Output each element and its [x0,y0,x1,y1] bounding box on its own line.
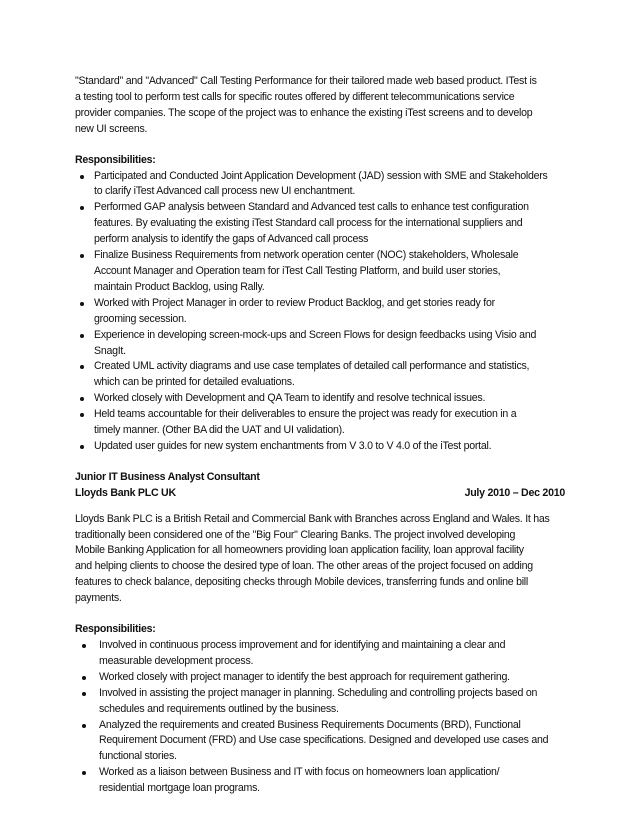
list-item [75,296,570,328]
company-description: Lloyds Bank PLC is a British Retail and Commercial Bank with Branches across England and Wales. It has traditionally been considered one of the "Big Four" Clearing Banks. The project involved developing Mobile Banking Application for all homeowners providing loan application facility, loan approval facility and helping clients to choose the desired type of loan. The other areas of the project focused on adding features to check balance, depositing checks through Mobile devices, transferring funds and online bill payments. [75,512,550,605]
project-description: "Standard" and "Advanced" Call Testing Performance for their tailored made web based product. ITest is a testing tool to perform test calls for specific routes offered by different telecommunications service provider companies. The scope of the project was to enhance the existing iTest screens and to develop new UI screens. [75,75,537,135]
responsibilities-list [75,638,570,797]
resume-page [75,74,570,797]
list-item-text: Worked closely with Development and QA Team to identify and resolve technical issues. [94,392,486,405]
list-item-text: Experience in developing screen-mock-ups and Screen Flows for design feedbacks using Visio and SnagIt. [94,328,537,357]
job-title: Junior IT Business Analyst Consultant [75,470,260,483]
bullet-icon [80,445,84,449]
bullet-icon [82,692,86,696]
list-item [75,200,570,248]
list-item-text: Analyzed the requirements and created Business Requirements Documents (BRD), Functional Requirement Document (FRD) and Use case specifications. Designed and developed use cases and functional stories. [99,718,549,763]
responsibilities-heading: Responsibilities: [75,623,156,636]
bullet-icon [82,724,86,728]
bullet-icon [80,254,84,258]
list-item [75,391,570,407]
bullet-icon [80,413,84,417]
list-item [75,439,570,455]
list-item [75,359,570,391]
company-name: Lloyds Bank PLC UK [75,486,176,499]
bullet-icon [80,365,84,369]
list-item [75,670,570,686]
job-header [75,470,570,502]
bullet-icon [80,334,84,338]
bullet-icon [82,676,86,680]
list-item-text: Worked with Project Manager in order to review Product Backlog, and get stories ready for grooming secession. [94,296,495,325]
bullet-icon [80,175,84,179]
list-item-text: Worked closely with project manager to identify the best approach for requirement gathering. [99,670,510,683]
bullet-icon [80,302,84,306]
list-item-text: Involved in continuous process improvement and for identifying and maintaining a clear and measurable development process. [99,639,506,667]
list-item [75,248,570,296]
list-item-text: Performed GAP analysis between Standard and Advanced test calls to enhance test configuration features. By evaluating the existing iTest Standard call process for the international suppliers and perform analysis to identify the gaps of Advanced call process [94,201,529,246]
bullet-icon [82,644,86,648]
list-item [75,328,570,360]
bullet-icon [80,397,84,401]
list-item [75,407,570,439]
responsibilities-heading: Responsibilities: [75,153,156,166]
list-item [75,718,570,766]
responsibilities-list [75,169,570,455]
list-item [75,686,570,718]
bullet-icon [80,206,84,210]
list-item-text: Finalize Business Requirements from network operation center (NOC) stakeholders, Wholesale Account Manager and Operation team for iTest Call Testing Platform, and build user stories, maintain Product Backlog, using Rally. [94,249,519,293]
list-item-text: Held teams accountable for their deliverables to ensure the project was ready for execution in a timely manner. (Other BA did the UAT and UI validation). [94,408,517,437]
list-item [75,765,570,797]
list-item-text: Updated user guides for new system enchantments from V 3.0 to V 4.0 of the iTest portal. [94,439,492,452]
list-item-text: Worked as a liaison between Business and IT with focus on homeowners loan application/ residential mortgage loan programs. [99,766,500,795]
bullet-icon [82,771,86,775]
list-item [75,638,570,670]
list-item-text: Created UML activity diagrams and use case templates of detailed call performance and statistics, which can be printed for detailed evaluations. [94,360,530,389]
list-item [75,169,570,201]
job-dates: July 2010 – Dec 2010 [464,486,565,499]
list-item-text: Involved in assisting the project manager in planning. Scheduling and controlling projects based on schedules and requirements outlined by the business. [99,686,538,715]
list-item-text: Participated and Conducted Joint Application Development (JAD) session with SME and Stakeholders to clarify iTest Advanced call process new UI enchantment. [94,169,548,198]
